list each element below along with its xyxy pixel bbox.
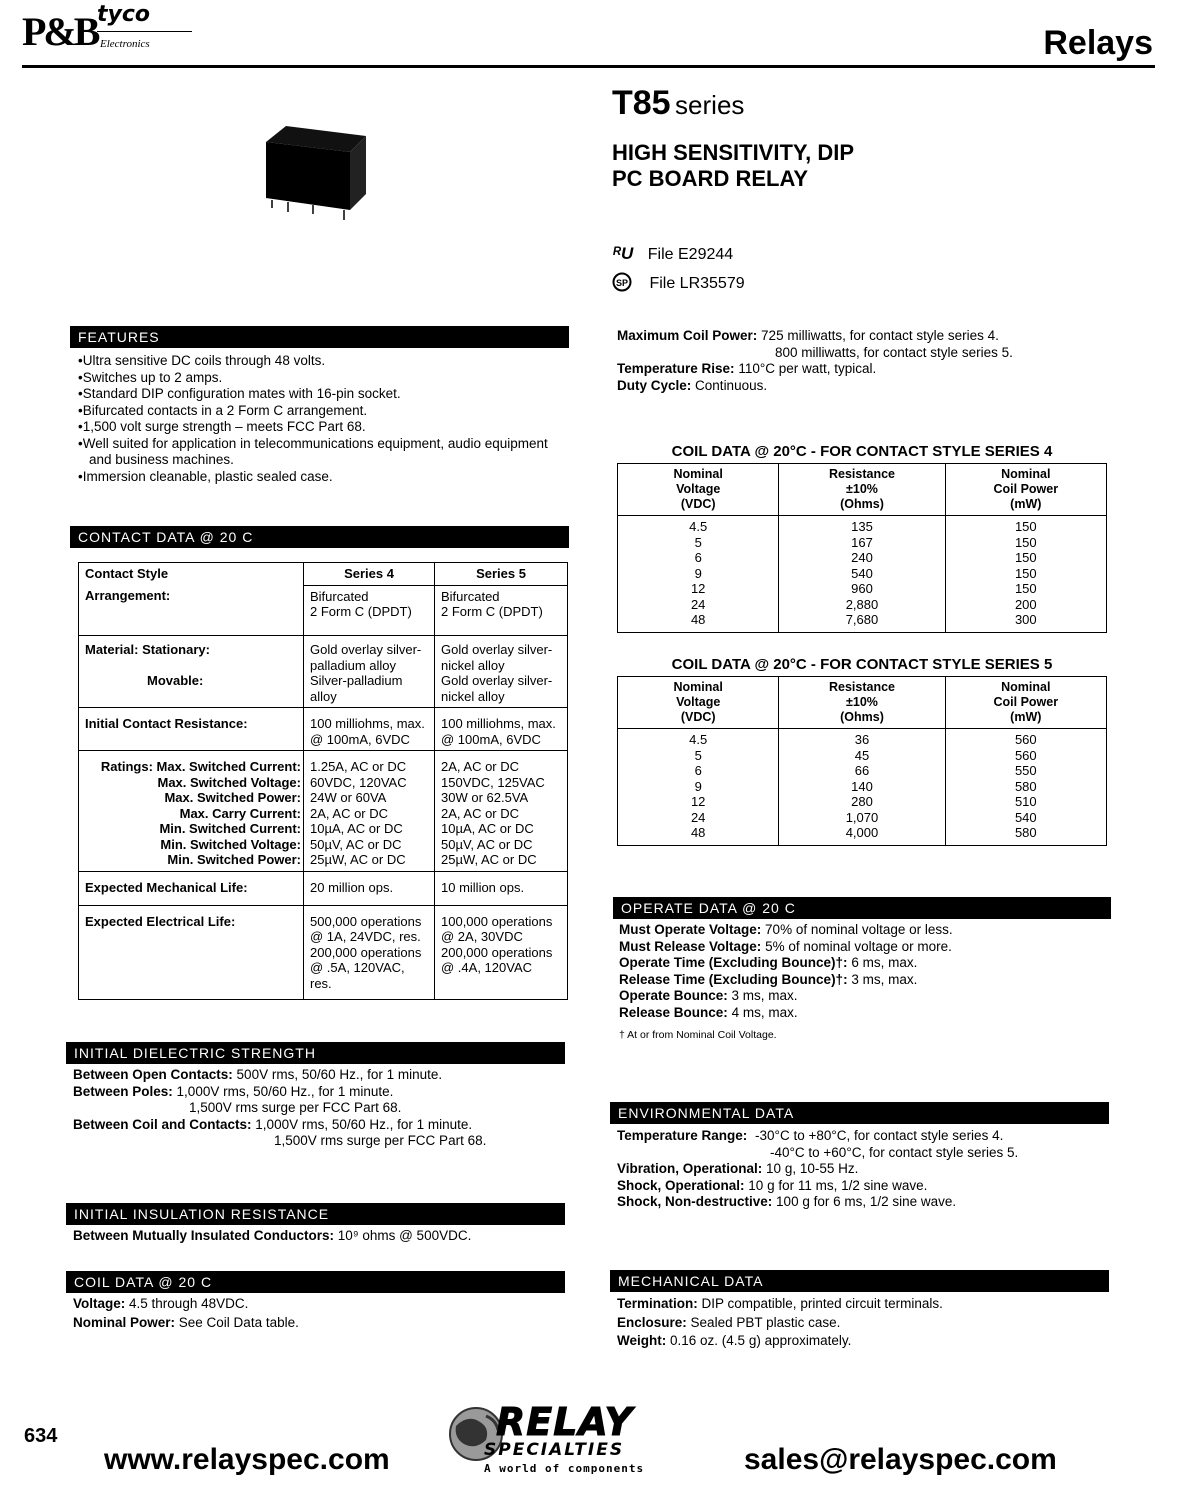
cell-resistance: 140 xyxy=(779,779,945,795)
csa-icon xyxy=(612,272,632,292)
operate-label: Must Operate Voltage: xyxy=(619,922,762,937)
csa-certification xyxy=(612,272,745,293)
mechanical-life-label: Expected Mechanical Life: xyxy=(79,871,304,905)
header-resistance: Resistance ±10% (Ohms) xyxy=(779,677,945,729)
cell-resistance: 167 xyxy=(779,535,945,551)
cell-power: 150 xyxy=(1014,534,1037,550)
cell-voltage: 48 xyxy=(618,825,779,845)
material-s4: Gold overlay silver- palladium alloy Silver-palladium alloy xyxy=(304,636,435,708)
coil-data-heading: COIL DATA @ 20 C xyxy=(66,1271,565,1293)
poles-value: 1,000V rms, 50/60 Hz., for 1 minute. xyxy=(176,1083,394,1099)
weight-value: 0.16 oz. (4.5 g) approximately. xyxy=(670,1333,852,1348)
cell-resistance: 2,880 xyxy=(779,597,945,613)
coil-table-5 xyxy=(617,676,1107,846)
cell-power: 580 xyxy=(1014,778,1037,794)
dielectric-section xyxy=(73,1067,573,1150)
operate-value: 6 ms, max. xyxy=(851,955,918,970)
relay-specialties-logo xyxy=(444,1398,694,1488)
series-name: T85 xyxy=(612,84,671,122)
operate-data-section xyxy=(619,922,1119,1044)
contact-data-table xyxy=(78,562,568,1000)
table-header-row xyxy=(618,677,1107,729)
table-row xyxy=(79,871,568,905)
header-voltage: Nominal Voltage (VDC) xyxy=(618,677,779,729)
material-s5: Gold overlay silver- nickel alloy Gold overlay silver- nickel alloy xyxy=(435,636,568,708)
resistance-label: Initial Contact Resistance: xyxy=(79,708,304,751)
environmental-section xyxy=(617,1128,1137,1211)
ratings-s5: 2A, AC or DC 150VDC, 125VAC 30W or 62.5VA 2A, AC or DC 10µA, AC or DC 50µV, AC or DC 25µW, AC or DC xyxy=(435,751,568,872)
arrangement-s4: Bifurcated 2 Form C (DPDT) xyxy=(304,585,435,636)
cell-power: 560 xyxy=(1014,732,1037,747)
cell-voltage: 5 xyxy=(618,748,779,764)
features-list xyxy=(78,353,568,485)
table-row xyxy=(618,550,1107,566)
table-row xyxy=(618,763,1107,779)
coil-table-5-title: COIL DATA @ 20°C - FOR CONTACT STYLE SERIES 5 xyxy=(671,656,1053,673)
ul-icon: ᴿU xyxy=(612,244,634,263)
header-voltage: Nominal Voltage (VDC) xyxy=(618,464,779,516)
header-power: Nominal Coil Power (mW) xyxy=(945,677,1106,729)
coil-table-4-title: COIL DATA @ 20°C - FOR CONTACT STYLE SERIES 4 xyxy=(671,443,1053,460)
poles-surge-value: 1,500V rms surge per FCC Part 68. xyxy=(189,1100,402,1115)
cell-power: 150 xyxy=(1014,581,1037,596)
insulation-section xyxy=(73,1228,471,1245)
feature-item: • Immersion cleanable, plastic sealed case. xyxy=(78,469,568,486)
col-series-5: Series 5 xyxy=(435,563,568,586)
open-contacts-value: 500V rms, 50/60 Hz., for 1 minute. xyxy=(236,1067,443,1082)
table-row xyxy=(79,905,568,1000)
coil-table-4 xyxy=(617,463,1107,633)
poles-label: Between Poles: xyxy=(73,1083,173,1099)
shock-operational-value: 10 g for 11 ms, 1/2 sine wave. xyxy=(748,1177,928,1193)
feature-item: • Standard DIP configuration mates with 16-pin socket. xyxy=(78,386,568,403)
cell-voltage: 5 xyxy=(618,535,779,551)
max-coil-power-value-2: 800 milliwatts, for contact style series 5. xyxy=(775,344,1013,360)
cell-resistance: 540 xyxy=(779,566,945,582)
ul-file: File E29244 xyxy=(647,246,734,263)
cell-power: 150 xyxy=(1014,550,1037,565)
duty-cycle-label: Duty Cycle: xyxy=(617,377,692,393)
svg-text:SP: SP xyxy=(615,278,629,288)
cell-resistance: 240 xyxy=(779,550,945,566)
table-row xyxy=(618,516,1107,535)
resistance-s5: 100 milliohms, max. @ 100mA, 6VDC xyxy=(435,708,568,751)
product-title xyxy=(612,84,744,123)
temp-rise-label: Temperature Rise: xyxy=(617,361,735,376)
open-contacts-label: Between Open Contacts: xyxy=(73,1067,233,1082)
cell-voltage: 48 xyxy=(618,612,779,632)
mechanical-life-s5: 10 million ops. xyxy=(435,871,568,905)
header-power: Nominal Coil Power (mW) xyxy=(945,464,1106,516)
max-coil-power-label: Maximum Coil Power: xyxy=(617,328,758,343)
cell-voltage: 12 xyxy=(618,794,779,810)
page-number: 634 xyxy=(24,1425,58,1447)
coil-contacts-surge-value: 1,500V rms surge per FCC Part 68. xyxy=(274,1133,487,1148)
cell-power: 580 xyxy=(1014,825,1037,840)
table-row xyxy=(618,612,1107,632)
cell-power: 150 xyxy=(1014,519,1037,534)
table-row xyxy=(618,535,1107,551)
shock-nondestructive-value: 100 g for 6 ms, 1/2 sine wave. xyxy=(776,1194,957,1209)
ul-certification xyxy=(612,244,733,264)
coil-data-section xyxy=(73,1296,299,1331)
feature-item: • 1,500 volt surge strength – meets FCC Part 68. xyxy=(78,419,568,436)
table-row xyxy=(79,563,568,586)
cell-power: 150 xyxy=(1014,565,1037,581)
tyco-logo: tyco xyxy=(97,2,151,27)
table-row xyxy=(618,794,1107,810)
operate-label: Must Release Voltage: xyxy=(619,938,762,954)
feature-item: • Bifurcated contacts in a 2 Form C arrangement. xyxy=(78,403,568,420)
operate-value: 3 ms, max. xyxy=(731,988,798,1003)
table-row xyxy=(618,597,1107,613)
operate-label: Operate Time (Excluding Bounce)†: xyxy=(619,955,848,970)
table-row xyxy=(79,751,568,872)
logo-underline xyxy=(97,31,192,32)
header-rule xyxy=(22,65,1155,68)
product-subtitle xyxy=(612,140,854,192)
operate-value: 70% of nominal voltage or less. xyxy=(765,922,953,937)
insulation-value: 10⁹ ohms @ 500VDC. xyxy=(337,1228,472,1243)
temp-range-value-2: -40°C to +60°C, for contact style series 5. xyxy=(770,1144,1019,1160)
material-stationary-label: Material: Stationary: xyxy=(85,642,210,657)
table-row xyxy=(618,566,1107,582)
operate-label: Release Time (Excluding Bounce)†: xyxy=(619,971,848,987)
operate-value: 4 ms, max. xyxy=(731,1004,798,1020)
insulation-heading: INITIAL INSULATION RESISTANCE xyxy=(66,1203,565,1225)
table-row xyxy=(79,708,568,751)
ratings-s4: 1.25A, AC or DC 60VDC, 120VAC 24W or 60VA 2A, AC or DC 10µA, AC or DC 50µV, AC or DC 25µW, AC or DC xyxy=(304,751,435,872)
electrical-life-label: Expected Electrical Life: xyxy=(79,905,304,1000)
logo-tagline: A world of components xyxy=(484,1462,645,1475)
coil-contacts-value: 1,000V rms, 50/60 Hz., for 1 minute. xyxy=(255,1116,473,1132)
enclosure-value: Sealed PBT plastic case. xyxy=(690,1314,841,1330)
table-row xyxy=(618,825,1107,845)
termination-value: DIP compatible, printed circuit terminals. xyxy=(701,1296,943,1311)
cell-resistance: 280 xyxy=(779,794,945,810)
cell-power: 510 xyxy=(1014,794,1037,809)
shock-nondestructive-label: Shock, Non-destructive: xyxy=(617,1194,773,1209)
dielectric-heading: INITIAL DIELECTRIC STRENGTH xyxy=(66,1042,565,1064)
duty-cycle-value: Continuous. xyxy=(695,377,768,393)
contact-data-heading: CONTACT DATA @ 20 C xyxy=(70,526,569,548)
cell-voltage: 9 xyxy=(618,779,779,795)
coil-power-label: Nominal Power: xyxy=(73,1314,176,1330)
website-link[interactable]: www.relayspec.com xyxy=(104,1443,390,1476)
termination-label: Termination: xyxy=(617,1296,698,1311)
cell-voltage: 12 xyxy=(618,581,779,597)
series-word: series xyxy=(675,90,745,120)
cell-voltage: 9 xyxy=(618,566,779,582)
table-row xyxy=(79,585,568,636)
coil-voltage-label: Voltage: xyxy=(73,1296,126,1311)
cell-resistance: 66 xyxy=(779,763,945,779)
environmental-heading: ENVIRONMENTAL DATA xyxy=(610,1102,1109,1124)
subtitle-line-1: HIGH SENSITIVITY, DIP xyxy=(612,140,855,165)
operate-data-heading: OPERATE DATA @ 20 C xyxy=(613,897,1111,919)
cell-power: 200 xyxy=(1014,596,1037,612)
feature-item: • Switches up to 2 amps. xyxy=(78,370,568,387)
cell-voltage: 4.5 xyxy=(618,516,779,535)
cell-resistance: 4,000 xyxy=(779,825,945,845)
electronics-label: Electronics xyxy=(100,38,150,50)
power-specs xyxy=(617,328,1157,394)
feature-item: • Well suited for application in telecommunications equipment, audio equipment and business machines. xyxy=(78,436,549,469)
weight-label: Weight: xyxy=(617,1333,667,1348)
operate-footnote: † At or from Nominal Coil Voltage. xyxy=(619,1029,777,1041)
table-row xyxy=(618,729,1107,748)
electrical-life-s5: 100,000 operations @ 2A, 30VDC 200,000 operations @ .4A, 120VAC xyxy=(435,905,568,1000)
subtitle-line-2: PC BOARD RELAY xyxy=(612,166,808,191)
cell-voltage: 6 xyxy=(618,550,779,566)
operate-value: 5% of nominal voltage or more. xyxy=(765,938,952,954)
cell-resistance: 1,070 xyxy=(779,810,945,826)
ratings-label: Ratings: Max. Switched Current: Max. Switched Voltage: Max. Switched Power: Max. Carry Current: Min. Switched Current: Min. Switched Voltage: Min. Switched Power: xyxy=(79,751,304,872)
category-title: Relays xyxy=(1043,24,1153,62)
csa-file: File LR35579 xyxy=(649,275,745,292)
table-row xyxy=(618,581,1107,597)
cell-resistance: 7,680 xyxy=(779,612,945,632)
max-coil-power-value: 725 milliwatts, for contact style series 4. xyxy=(761,328,999,343)
header-resistance: Resistance ±10% (Ohms) xyxy=(779,464,945,516)
temp-range-value: -30°C to +80°C, for contact style series 4. xyxy=(755,1128,1004,1143)
operate-label: Operate Bounce: xyxy=(619,988,728,1003)
temp-range-label: Temperature Range: xyxy=(617,1128,748,1143)
cell-voltage: 6 xyxy=(618,763,779,779)
email-link[interactable]: sales@relayspec.com xyxy=(744,1443,1057,1476)
insulation-label: Between Mutually Insulated Conductors: xyxy=(73,1228,335,1243)
cell-power: 550 xyxy=(1014,763,1037,778)
cell-voltage: 24 xyxy=(618,810,779,826)
vibration-label: Vibration, Operational: xyxy=(617,1161,763,1176)
electrical-life-s4: 500,000 operations @ 1A, 24VDC, res. 200,000 operations @ .5A, 120VAC, res. xyxy=(304,905,435,1000)
operate-value: 3 ms, max. xyxy=(851,971,918,987)
table-row xyxy=(618,779,1107,795)
mechanical-section xyxy=(617,1296,1137,1350)
cell-resistance: 45 xyxy=(779,748,945,764)
coil-contacts-label: Between Coil and Contacts: xyxy=(73,1116,252,1132)
material-movable-label: Movable: xyxy=(147,672,204,688)
cell-power: 560 xyxy=(1014,747,1037,763)
shock-operational-label: Shock, Operational: xyxy=(617,1177,745,1193)
cell-resistance: 960 xyxy=(779,581,945,597)
cell-power: 300 xyxy=(1014,612,1037,627)
table-header-row xyxy=(618,464,1107,516)
enclosure-label: Enclosure: xyxy=(617,1314,687,1330)
temp-rise-value: 110°C per watt, typical. xyxy=(738,361,877,376)
col-contact-style: Contact Style xyxy=(79,563,304,586)
table-row xyxy=(79,636,568,708)
resistance-s4: 100 milliohms, max. @ 100mA, 6VDC xyxy=(304,708,435,751)
col-series-4: Series 4 xyxy=(304,563,435,586)
table-row xyxy=(618,748,1107,764)
material-label xyxy=(79,636,304,708)
cell-resistance: 36 xyxy=(779,729,945,748)
cell-voltage: 24 xyxy=(618,597,779,613)
arrangement-label: Arrangement: xyxy=(79,585,304,636)
vibration-value: 10 g, 10-55 Hz. xyxy=(766,1161,859,1176)
logo-relay-text: RELAY xyxy=(496,1400,633,1444)
cell-resistance: 135 xyxy=(779,516,945,535)
features-heading: FEATURES xyxy=(70,326,569,348)
operate-label: Release Bounce: xyxy=(619,1004,728,1020)
mechanical-life-s4: 20 million ops. xyxy=(304,871,435,905)
pb-logo: P&B xyxy=(22,9,98,54)
mechanical-heading: MECHANICAL DATA xyxy=(610,1270,1109,1292)
cell-power: 540 xyxy=(1014,809,1037,825)
relay-product-image xyxy=(258,122,368,222)
coil-power-value: See Coil Data table. xyxy=(178,1314,299,1330)
cell-voltage: 4.5 xyxy=(618,729,779,748)
logo-specialties-text: SPECIALTIES xyxy=(484,1440,625,1460)
arrangement-s5: Bifurcated 2 Form C (DPDT) xyxy=(435,585,568,636)
coil-voltage-value: 4.5 through 48VDC. xyxy=(129,1296,249,1311)
table-row xyxy=(618,810,1107,826)
feature-item: • Ultra sensitive DC coils through 48 volts. xyxy=(78,353,568,370)
